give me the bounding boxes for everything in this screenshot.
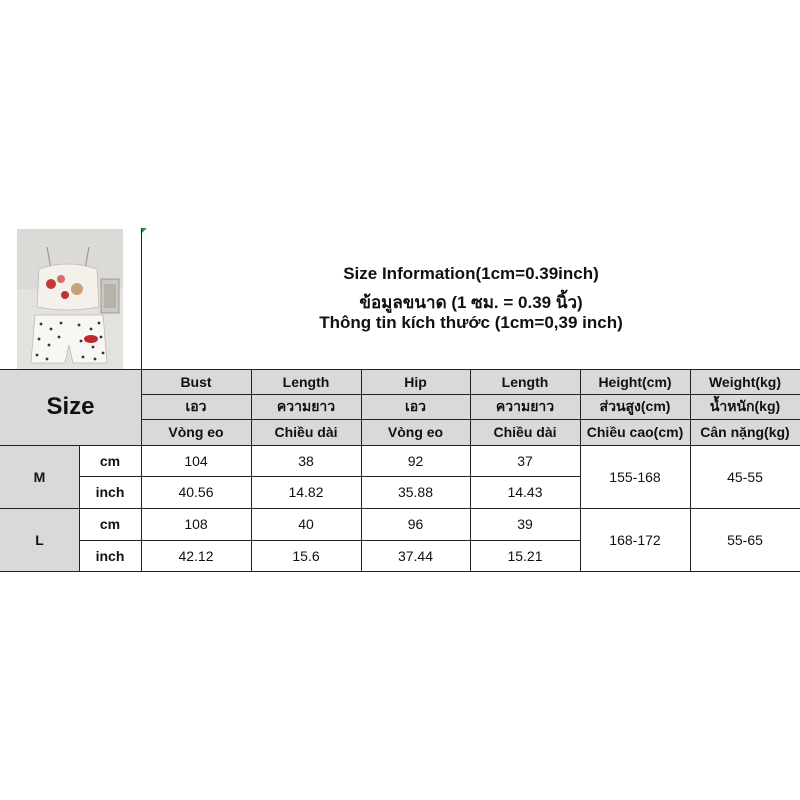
table-cell: 37.44 (397, 547, 434, 564)
col-header-bust-en: Bust (180, 373, 212, 390)
title-thai: ข้อมูลขนาด (1 ซม. = 0.39 นิ้ว) (359, 293, 583, 312)
table-cell: 104 (184, 452, 208, 469)
col-header-length2-th: ความยาว (495, 397, 555, 414)
col-header-length2-en: Length (501, 373, 549, 390)
table-cell: 39 (517, 516, 533, 532)
col-header-hip-th: เอว (404, 397, 427, 414)
col-header-weight-th: น้ำหนัก(kg) (709, 397, 781, 414)
table-cell: 96 (407, 516, 424, 532)
table-cell: 37 (517, 452, 533, 469)
table-cell-weight: 45-55 (727, 468, 763, 485)
table-cell: 35.88 (397, 484, 434, 500)
table-cell: 42.12 (178, 547, 214, 564)
col-header-height-th: ส่วนสูง(cm) (599, 397, 671, 414)
col-header-bust-vi: Vòng eo (168, 424, 224, 440)
col-header-height-vi: Chiều cao(cm) (586, 424, 684, 440)
col-header-length-en: Length (282, 373, 330, 390)
col-header-height-en: Height(cm) (598, 373, 672, 390)
table-cell: 14.43 (507, 484, 543, 500)
table-cell: 40.56 (178, 484, 214, 500)
col-header-weight-vi: Cân nặng(kg) (700, 424, 790, 440)
table-cell-weight: 55-65 (727, 531, 763, 548)
size-l-label: L (35, 531, 44, 548)
table-cell: 15.6 (292, 547, 320, 564)
col-header-weight-en: Weight(kg) (708, 373, 782, 390)
col-header-hip-vi: Vòng eo (387, 424, 444, 440)
unit-cm-label: cm (99, 516, 121, 532)
unit-inch-label: inch (95, 547, 125, 564)
title-vietnamese: Thông tin kích thước (1cm=0,39 inch) (319, 313, 623, 332)
size-m-label: M (33, 468, 46, 485)
col-header-length2-vi: Chiều dài (493, 424, 557, 440)
table-cell-height: 155-168 (609, 468, 661, 485)
col-header-bust-th: เอว (185, 397, 207, 414)
table-cell: 15.21 (507, 547, 543, 564)
title-english: Size Information(1cm=0.39inch) (343, 264, 599, 283)
table-cell: 38 (298, 452, 314, 469)
size-label: Size (46, 393, 95, 420)
table-cell: 14.82 (288, 484, 324, 500)
col-header-length-vi: Chiều dài (274, 424, 338, 440)
col-header-hip-en: Hip (404, 373, 427, 390)
product-photo (17, 229, 123, 369)
table-cell-height: 168-172 (609, 531, 661, 548)
unit-inch-label: inch (95, 484, 125, 500)
table-cell: 92 (407, 452, 424, 469)
unit-cm-label: cm (99, 452, 121, 469)
table-cell: 108 (184, 516, 208, 532)
product-photo-drawing (17, 229, 123, 369)
col-header-length-th: ความยาว (276, 397, 336, 414)
table-cell: 40 (298, 516, 314, 532)
